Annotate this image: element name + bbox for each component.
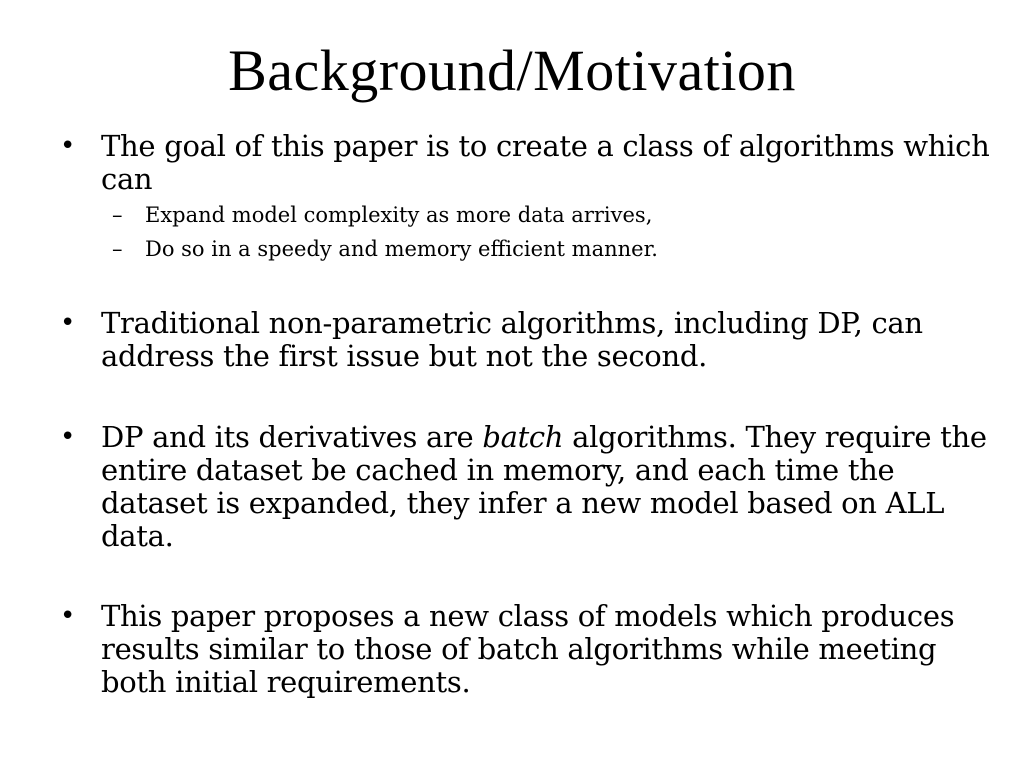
bullet-text-part: DP and its derivatives are [101,420,483,454]
bullet-text [101,421,990,553]
sub-bullet-text: Expand model complexity as more data arrives, [145,203,653,227]
bullet-item [60,421,990,553]
bullet-marker: • [60,308,76,338]
sub-bullet-marker: – [112,237,123,261]
bullet-marker: • [60,601,76,631]
emphasis-text: batch [482,420,564,454]
sub-bullet-item [112,203,992,228]
bullet-item [60,600,990,699]
sub-bullet-item [112,237,992,262]
bullet-text: Traditional non-parametric algorithms, including DP, can address the first issue but not the second. [101,306,923,373]
bullet-text-part: algorithms. They require the entire dataset be cached in memory, and each time the dataset is expanded, they infer a new model based on ALL data. [101,420,987,553]
sub-bullet-text: Do so in a speedy and memory efficient manner. [145,237,658,261]
bullet-marker: • [60,131,76,161]
bullet-item [60,307,990,373]
slide-title: Background/Motivation [228,38,796,103]
sub-bullet-marker: – [112,203,123,227]
bullet-item [60,130,990,196]
bullet-text: The goal of this paper is to create a class of algorithms which can [101,129,990,196]
bullet-marker: • [60,422,76,452]
bullet-text: This paper proposes a new class of models which produces results similar to those of batch algorithms while meeting both initial requirements. [101,599,955,699]
